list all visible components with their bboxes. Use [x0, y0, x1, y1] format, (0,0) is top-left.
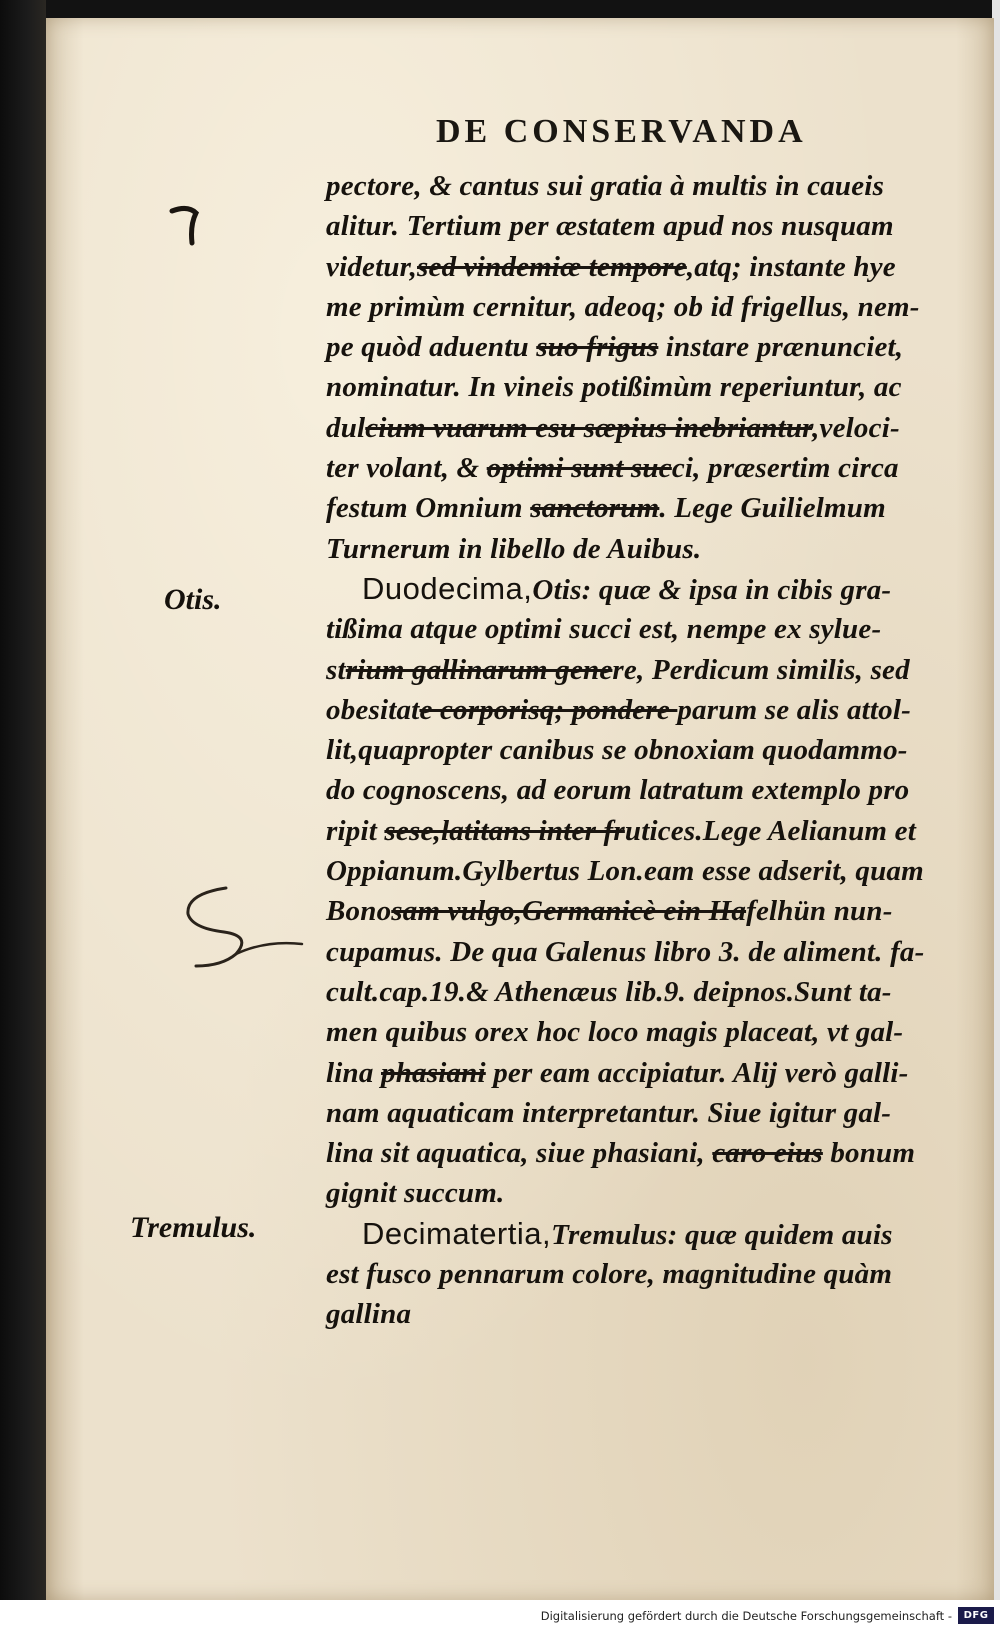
text-segment: ter volant, & — [326, 452, 487, 485]
running-head: DE CONSERVANDA — [436, 113, 807, 150]
struck-text: caro eius — [712, 1137, 823, 1170]
text-segment: Bono — [326, 895, 392, 928]
struck-text: sanctorum — [530, 492, 660, 525]
text-segment: obesitat — [326, 693, 420, 726]
text-line — [326, 609, 986, 649]
text-line — [326, 247, 986, 287]
text-line — [326, 811, 986, 851]
margin-label-otis: Otis. — [164, 583, 222, 616]
text-line — [326, 367, 986, 407]
text-segment: dul — [326, 411, 366, 444]
text-line — [326, 851, 986, 891]
text-line — [326, 569, 986, 609]
margin-hook-mark — [168, 203, 204, 253]
text-segment: utices.Lege Aelianum et — [624, 814, 916, 847]
text-segment: st — [326, 653, 346, 686]
text-line — [326, 1294, 986, 1334]
struck-text: sese,latitans inter fr — [384, 814, 625, 847]
text-line — [326, 1254, 986, 1294]
book-page — [46, 18, 994, 1600]
text-segment: nam aquaticam interpretantur. Siue igitur gal- — [326, 1096, 892, 1129]
struck-text: sam vulgo,Germanicè ein Ha — [391, 895, 747, 928]
text-segment: gignit succum. — [326, 1177, 505, 1210]
text-line — [326, 891, 986, 931]
text-segment: pectore, & cantus sui gratia à multis in caueis — [326, 170, 885, 202]
struck-text: phasiani — [381, 1056, 486, 1089]
text-segment: Tremulus: quæ quidem auis — [551, 1218, 893, 1251]
text-line — [326, 1214, 986, 1254]
text-segment: est fusco pennarum colore, magnitudine quàm — [326, 1258, 893, 1291]
text-segment: Turnerum in libello de Auibus. — [326, 532, 702, 565]
text-segment: ci, præsertim circa — [671, 452, 899, 485]
text-segment: nominatur. In vineis potißimùm reperiuntur, ac — [326, 371, 902, 404]
text-segment: pe quòd aduentu — [326, 331, 537, 364]
text-segment: gallina — [326, 1298, 412, 1331]
text-line — [326, 972, 986, 1012]
dfg-logo: DFG — [958, 1607, 994, 1624]
text-line — [326, 327, 986, 367]
text-segment: felhün nun- — [746, 895, 893, 928]
text-segment: instare prænunciet, — [658, 331, 904, 364]
struck-text: optimi sunt suc — [486, 452, 672, 485]
margin-handwritten-s-mark — [166, 880, 306, 980]
text-line — [326, 690, 986, 730]
text-segment: cult.cap.19.& Athenæus lib.9. deipnos.Sunt ta- — [326, 975, 892, 1008]
text-segment: . Lege Guilielmum — [659, 492, 886, 525]
margin-label-tremulus: Tremulus. — [130, 1211, 257, 1244]
text-segment: lina — [326, 1056, 381, 1089]
text-segment: festum Omnium — [326, 492, 531, 525]
text-segment: Oppianum.Gylbertus Lon.eam esse adserit, quam — [326, 855, 924, 888]
text-line — [326, 166, 986, 206]
text-segment: re, Perdicum similis, sed — [612, 653, 910, 686]
text-segment: me primùm cernitur, adeoq; ob id frigellus, nem- — [326, 290, 920, 323]
text-segment: videtur, — [326, 250, 418, 283]
text-segment: cupamus. De qua Galenus libro 3. de aliment. fa- — [326, 935, 925, 968]
struck-text: cium vuarum esu sæpius inebriantur — [365, 411, 813, 444]
struck-text: suo frigus — [536, 331, 659, 364]
text-segment: parum se alis attol- — [677, 693, 911, 726]
text-segment: ,atq; instante hye — [686, 250, 896, 283]
text-line — [326, 730, 986, 770]
text-segment: men quibus orex hoc loco magis placeat, vt gal- — [326, 1016, 904, 1049]
text-line — [326, 1093, 986, 1133]
text-segment: bonum — [822, 1137, 916, 1170]
text-line — [326, 448, 986, 488]
text-line — [326, 529, 986, 569]
text-line — [326, 408, 986, 448]
section-initial: Duodecima, — [362, 570, 533, 606]
text-segment: tißima atque optimi succi est, nempe ex sylue- — [326, 613, 882, 646]
footer-bar — [0, 1600, 1000, 1633]
text-segment: do cognoscens, ad eorum latratum extemplo pro — [326, 774, 910, 807]
text-line — [326, 1053, 986, 1093]
text-segment: ripit — [326, 814, 385, 847]
text-line — [326, 770, 986, 810]
struck-text: sed vindemiæ tempore — [417, 250, 687, 283]
section-initial: Decimatertia, — [362, 1215, 552, 1251]
text-line — [326, 206, 986, 246]
text-line — [326, 1133, 986, 1173]
text-segment: Otis: quæ & ipsa in cibis gra- — [532, 573, 892, 606]
book-binding-edge — [0, 0, 46, 1633]
text-segment: lina sit aquatica, siue phasiani, — [326, 1137, 713, 1170]
footer-credit: Digitalisierung gefördert durch die Deutsche Forschungsgemeinschaft - — [540, 1609, 952, 1623]
text-line — [326, 1012, 986, 1052]
struck-text: rium gallinarum gene — [345, 653, 613, 686]
text-segment: lit,quapropter canibus se obnoxiam quodammo- — [326, 734, 908, 767]
text-line — [326, 650, 986, 690]
text-segment: per eam accipiatur. Alij verò galli- — [485, 1056, 909, 1089]
text-line — [326, 1173, 986, 1213]
text-segment: ,veloci- — [812, 411, 900, 444]
text-line — [326, 488, 986, 528]
text-line — [326, 932, 986, 972]
body-text — [326, 166, 986, 1335]
text-segment: alitur. Tertium per æstatem apud nos nusquam — [326, 210, 894, 243]
struck-text: e corporisq; pondere — [419, 693, 678, 726]
text-line — [326, 287, 986, 327]
